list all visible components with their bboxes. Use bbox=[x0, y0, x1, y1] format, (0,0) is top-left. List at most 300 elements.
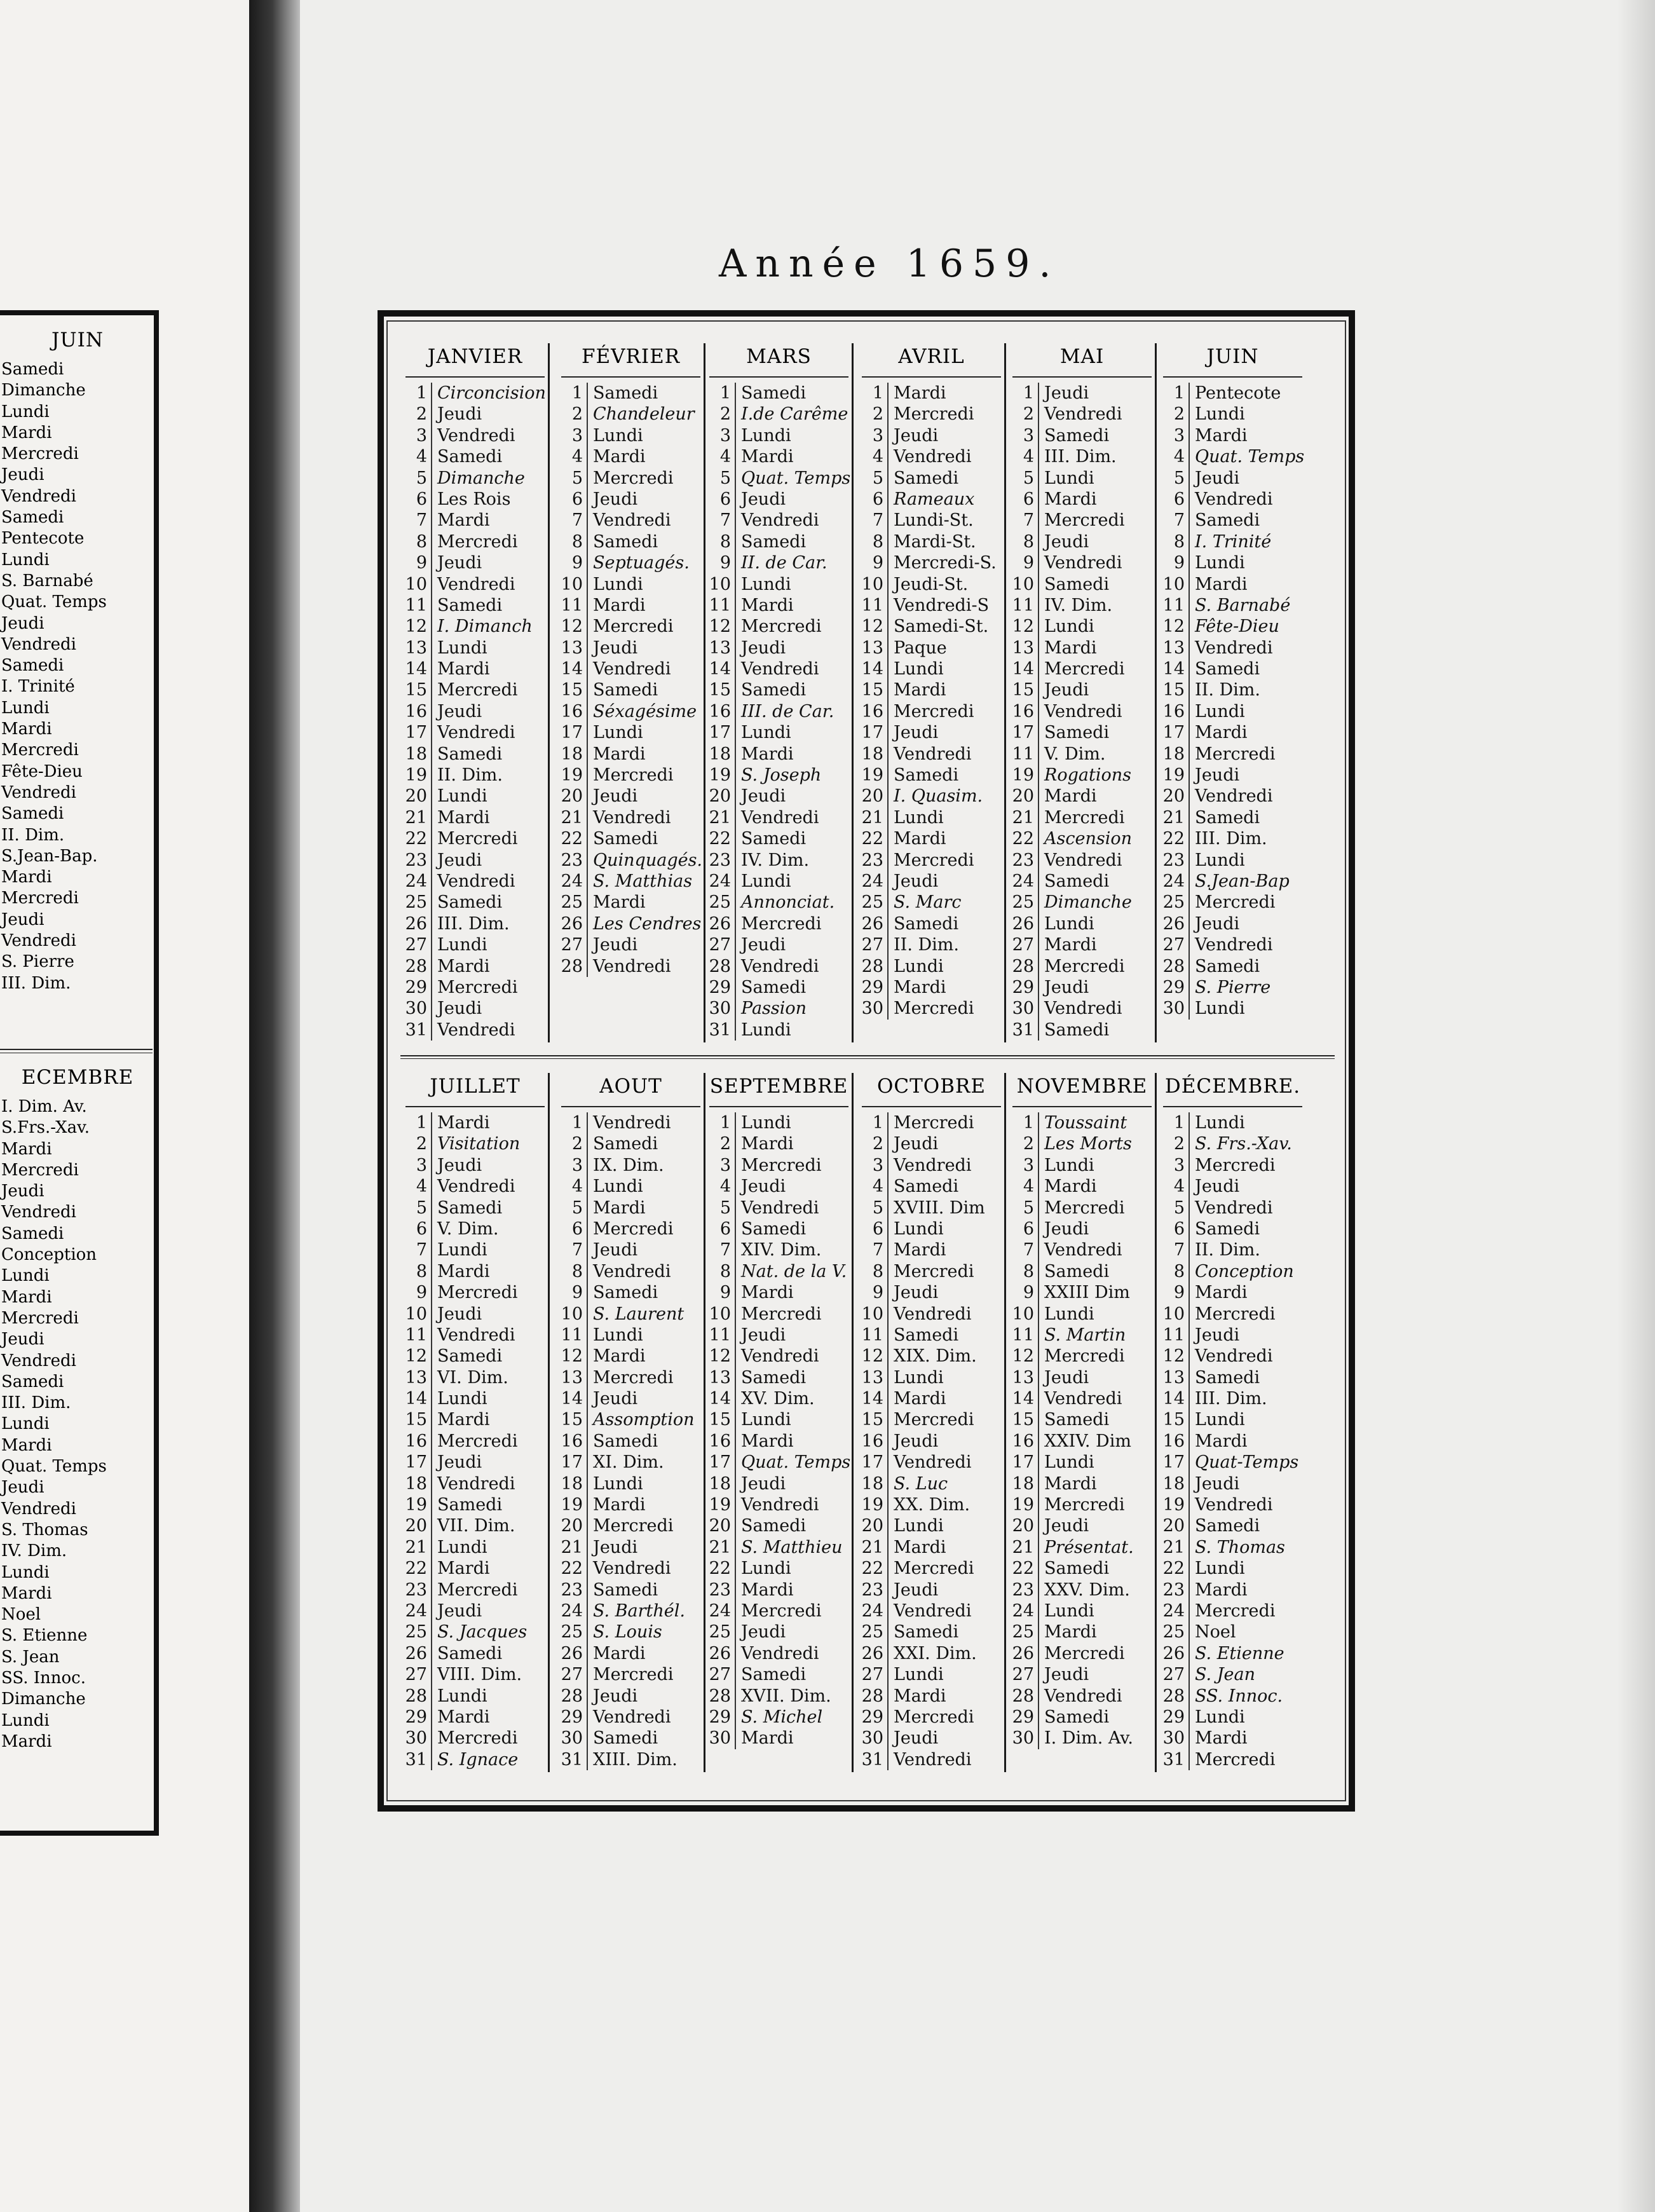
day-name: Séxagésime bbox=[587, 701, 705, 722]
day-name: Jeudi bbox=[1188, 1473, 1307, 1494]
month-column bbox=[556, 337, 705, 1042]
day-row bbox=[704, 1537, 854, 1558]
day-row bbox=[400, 616, 550, 637]
day-name: Lundi bbox=[735, 1020, 854, 1041]
day-number: 29 bbox=[709, 977, 731, 997]
day-row bbox=[1007, 913, 1157, 934]
day-row bbox=[400, 1133, 550, 1154]
day-number: 2 bbox=[872, 404, 883, 425]
day-row bbox=[704, 850, 854, 871]
day-name: Lundi-St. bbox=[887, 510, 1006, 531]
day-number: 26 bbox=[561, 913, 583, 934]
day-number: 13 bbox=[709, 638, 731, 658]
day-row bbox=[704, 1431, 854, 1452]
day-name: Quat. Temps bbox=[1188, 446, 1307, 467]
day-number: 1 bbox=[571, 1113, 583, 1133]
day-row bbox=[704, 574, 854, 595]
day-number: 17 bbox=[1162, 723, 1185, 743]
day-name: Présentat. bbox=[1038, 1537, 1157, 1558]
day-row bbox=[704, 404, 854, 425]
day-number: 3 bbox=[719, 425, 731, 446]
day-row bbox=[1158, 1346, 1307, 1367]
day-row bbox=[556, 1558, 705, 1579]
day-number: 12 bbox=[561, 1346, 583, 1367]
day-row bbox=[857, 638, 1006, 659]
day-name: Vendredi bbox=[1188, 1346, 1307, 1367]
day-number: 23 bbox=[1162, 850, 1185, 870]
day-number: 21 bbox=[1012, 1537, 1034, 1557]
day-name: Vendredi bbox=[735, 659, 854, 679]
column-rule bbox=[1004, 1073, 1006, 1772]
day-name: S. Laurent bbox=[587, 1304, 705, 1325]
day-row bbox=[1158, 1558, 1307, 1579]
day-row bbox=[704, 913, 854, 934]
day-name: S. Pierre bbox=[1188, 977, 1307, 998]
day-row bbox=[556, 1643, 705, 1664]
day-number: 24 bbox=[561, 1601, 583, 1621]
day-number: 17 bbox=[1162, 1452, 1185, 1473]
day-row bbox=[1158, 425, 1307, 446]
day-name: Samedi bbox=[735, 383, 854, 404]
day-number: 6 bbox=[416, 489, 427, 509]
day-name: Mercredi bbox=[587, 468, 705, 489]
day-name: Mardi bbox=[431, 659, 550, 679]
day-number: 31 bbox=[405, 1749, 427, 1770]
day-number: 29 bbox=[1162, 977, 1185, 997]
day-name: Mercredi bbox=[1038, 659, 1157, 679]
day-number: 31 bbox=[405, 1020, 427, 1040]
column-rule bbox=[852, 1073, 854, 1772]
day-name: Mardi bbox=[587, 744, 705, 765]
day-number: 27 bbox=[1012, 935, 1034, 955]
day-number: 15 bbox=[405, 680, 427, 700]
day-row bbox=[556, 1749, 705, 1770]
day-row bbox=[1158, 1261, 1307, 1282]
day-number: 4 bbox=[872, 1177, 883, 1197]
half-year-separator bbox=[400, 1055, 1335, 1059]
day-name: Vendredi bbox=[587, 1558, 705, 1579]
day-name: Mercredi bbox=[1188, 892, 1307, 913]
day-number: 18 bbox=[561, 744, 583, 764]
day-number: 11 bbox=[709, 1325, 731, 1345]
day-name: Vendredi bbox=[431, 1473, 550, 1494]
day-number: 16 bbox=[561, 1431, 583, 1451]
month-column bbox=[1007, 337, 1157, 1042]
day-name: Conception bbox=[1188, 1261, 1307, 1282]
previous-page-day: Mardi bbox=[1, 423, 52, 442]
day-name: Mercredi bbox=[431, 1431, 550, 1452]
previous-page-day: I. Dim. Av. bbox=[1, 1097, 87, 1116]
day-name: Lundi bbox=[887, 1367, 1006, 1388]
day-row bbox=[1007, 1601, 1157, 1621]
day-name: Vendredi bbox=[1038, 701, 1157, 722]
day-row bbox=[1007, 531, 1157, 552]
day-name: XV. Dim. bbox=[735, 1388, 854, 1409]
day-list bbox=[1007, 383, 1157, 1041]
day-name: S. Marc bbox=[887, 892, 1006, 913]
day-row bbox=[857, 1473, 1006, 1494]
day-number: 29 bbox=[861, 977, 883, 997]
day-row bbox=[400, 489, 550, 510]
day-name: Vendredi bbox=[431, 722, 550, 743]
day-number: 1 bbox=[416, 383, 427, 403]
day-number: 19 bbox=[561, 765, 583, 786]
previous-page-day: S. Barnabé bbox=[1, 571, 93, 591]
day-row bbox=[857, 807, 1006, 828]
day-row bbox=[400, 1707, 550, 1728]
day-number: 31 bbox=[709, 1020, 731, 1040]
day-number: 8 bbox=[1173, 1261, 1185, 1281]
day-number: 28 bbox=[405, 956, 427, 976]
previous-page-day: Quat. Temps bbox=[1, 1457, 107, 1477]
day-name: Les Cendres bbox=[587, 913, 705, 934]
day-number: 27 bbox=[861, 1665, 883, 1685]
day-name: Lundi bbox=[587, 722, 705, 743]
column-rule bbox=[1155, 343, 1157, 1042]
day-row bbox=[400, 468, 550, 489]
day-row bbox=[556, 765, 705, 786]
day-name: Passion bbox=[735, 998, 854, 1019]
day-number: 13 bbox=[861, 638, 883, 658]
day-name: Paque bbox=[887, 638, 1006, 659]
previous-page-day: Jeudi bbox=[1, 465, 44, 485]
day-name: Samedi bbox=[735, 1367, 854, 1388]
day-row bbox=[704, 383, 854, 404]
day-number: 14 bbox=[561, 659, 583, 679]
day-name: II. Dim. bbox=[431, 765, 550, 786]
day-row bbox=[1158, 383, 1307, 404]
previous-page-day: Dimanche bbox=[1, 1690, 86, 1709]
day-row bbox=[1007, 510, 1157, 531]
day-row bbox=[1158, 1219, 1307, 1239]
day-row bbox=[704, 956, 854, 977]
day-name: Jeudi bbox=[1038, 383, 1157, 404]
day-row bbox=[1007, 404, 1157, 425]
month-column bbox=[704, 1067, 854, 1772]
day-number: 7 bbox=[1173, 510, 1185, 531]
day-row bbox=[400, 1239, 550, 1260]
page-edge-shadow bbox=[1617, 0, 1655, 2212]
previous-page-day: S.Jean-Bap. bbox=[1, 846, 98, 866]
day-row bbox=[857, 977, 1006, 998]
day-row bbox=[556, 679, 705, 700]
day-name: IX. Dim. bbox=[587, 1155, 705, 1176]
day-name: S. Jean bbox=[1188, 1664, 1307, 1685]
day-number: 13 bbox=[405, 1367, 427, 1388]
day-number: 10 bbox=[709, 1304, 731, 1324]
day-number: 9 bbox=[719, 553, 731, 573]
day-number: 22 bbox=[405, 1559, 427, 1579]
month-column bbox=[1007, 1067, 1157, 1772]
day-name: Dimanche bbox=[431, 468, 550, 489]
day-number: 21 bbox=[1162, 1537, 1185, 1557]
day-number: 22 bbox=[1012, 829, 1034, 849]
day-name: S. Jacques bbox=[431, 1621, 550, 1642]
day-name: Samedi bbox=[587, 1133, 705, 1154]
day-row bbox=[400, 1388, 550, 1409]
day-row bbox=[1007, 701, 1157, 722]
day-number: 1 bbox=[719, 383, 731, 403]
day-name: Mercredi bbox=[1038, 956, 1157, 977]
day-row bbox=[400, 1367, 550, 1388]
day-name: Vendredi bbox=[1038, 850, 1157, 871]
day-row bbox=[1007, 786, 1157, 807]
day-row bbox=[1007, 1133, 1157, 1154]
day-name: Assomption bbox=[587, 1409, 705, 1430]
day-row bbox=[1158, 1537, 1307, 1558]
day-name: Vendredi bbox=[1038, 552, 1157, 573]
day-row bbox=[400, 786, 550, 807]
day-number: 9 bbox=[1023, 1283, 1034, 1303]
day-number: 1 bbox=[719, 1113, 731, 1133]
day-name: Mardi bbox=[431, 956, 550, 977]
day-name: Lundi bbox=[431, 1686, 550, 1707]
day-number: 15 bbox=[861, 1410, 883, 1430]
day-name: Jeudi bbox=[887, 722, 1006, 743]
day-number: 24 bbox=[1162, 1601, 1185, 1621]
day-row bbox=[400, 850, 550, 871]
previous-page-day: Vendredi bbox=[1, 1351, 76, 1370]
day-name: Vendredi bbox=[1188, 638, 1307, 659]
day-name: Samedi bbox=[1038, 574, 1157, 595]
day-name: S. Matthieu bbox=[735, 1537, 854, 1558]
day-row bbox=[1158, 1282, 1307, 1303]
day-number: 23 bbox=[1162, 1580, 1185, 1600]
day-row bbox=[556, 1112, 705, 1133]
day-name: Vendredi bbox=[1188, 934, 1307, 955]
day-name: Mardi bbox=[735, 1728, 854, 1749]
day-number: 30 bbox=[1012, 999, 1034, 1019]
day-row bbox=[400, 1494, 550, 1515]
previous-page-day: S. Jean bbox=[1, 1647, 60, 1667]
day-name: III. de Car. bbox=[735, 701, 854, 722]
day-name: Mercredi bbox=[1038, 1494, 1157, 1515]
day-row bbox=[1007, 765, 1157, 786]
day-number: 24 bbox=[709, 1601, 731, 1621]
day-number: 17 bbox=[561, 723, 583, 743]
day-number: 3 bbox=[1023, 425, 1034, 446]
day-list bbox=[556, 1112, 705, 1770]
day-number: 13 bbox=[1012, 1367, 1034, 1388]
day-name: Mardi bbox=[587, 892, 705, 913]
day-name: Mardi bbox=[1188, 574, 1307, 595]
previous-page-day: Vendredi bbox=[1, 782, 76, 802]
day-name: Jeudi bbox=[887, 1580, 1006, 1601]
day-name: Vendredi bbox=[587, 1707, 705, 1728]
day-number: 3 bbox=[416, 1155, 427, 1175]
day-number: 6 bbox=[719, 489, 731, 509]
day-number: 5 bbox=[1023, 468, 1034, 488]
day-name: Chandeleur bbox=[587, 404, 705, 425]
day-list bbox=[857, 1112, 1006, 1770]
day-name: Jeudi bbox=[587, 1239, 705, 1260]
day-row bbox=[704, 552, 854, 573]
day-number: 10 bbox=[861, 574, 883, 594]
day-name: Mercredi bbox=[431, 828, 550, 849]
day-number: 13 bbox=[561, 638, 583, 658]
day-number: 15 bbox=[405, 1410, 427, 1430]
day-name: Vendredi bbox=[431, 574, 550, 595]
day-name: Fête-Dieu bbox=[1188, 616, 1307, 637]
day-name: Vendredi bbox=[887, 1601, 1006, 1621]
previous-page-day: Jeudi bbox=[1, 1182, 44, 1201]
day-number: 20 bbox=[709, 786, 731, 807]
month-header: AOUT bbox=[561, 1067, 700, 1107]
day-name: Mardi bbox=[1038, 489, 1157, 510]
day-number: 20 bbox=[405, 786, 427, 807]
day-number: 8 bbox=[1173, 531, 1185, 552]
day-number: 21 bbox=[709, 1537, 731, 1557]
day-row bbox=[857, 1580, 1006, 1601]
day-number: 6 bbox=[872, 489, 883, 509]
day-number: 26 bbox=[1162, 913, 1185, 934]
day-row bbox=[704, 616, 854, 637]
day-name: SS. Innoc. bbox=[1188, 1686, 1307, 1707]
day-row bbox=[556, 1346, 705, 1367]
day-number: 15 bbox=[709, 680, 731, 700]
day-name: I. Trinité bbox=[1188, 531, 1307, 552]
day-name: Lundi bbox=[1038, 1155, 1157, 1176]
day-row bbox=[556, 807, 705, 828]
day-name: Les Rois bbox=[431, 489, 550, 510]
day-row bbox=[556, 1728, 705, 1749]
day-row bbox=[857, 574, 1006, 595]
day-row bbox=[857, 765, 1006, 786]
day-name: S. Ignace bbox=[431, 1749, 550, 1770]
day-number: 18 bbox=[1012, 1473, 1034, 1494]
day-row bbox=[1158, 1133, 1307, 1154]
day-name: Jeudi bbox=[431, 1601, 550, 1621]
previous-page-day: Quat. Temps bbox=[1, 592, 107, 612]
day-row bbox=[400, 892, 550, 913]
previous-page-day: Samedi bbox=[1, 1372, 64, 1391]
day-name: Mardi-St. bbox=[887, 531, 1006, 552]
previous-page-day: Samedi bbox=[1, 656, 64, 676]
day-number: 21 bbox=[861, 807, 883, 828]
day-name: Mercredi bbox=[887, 1558, 1006, 1579]
day-row bbox=[400, 998, 550, 1019]
day-number: 5 bbox=[1173, 468, 1185, 488]
day-list bbox=[704, 383, 854, 1041]
day-row bbox=[1007, 998, 1157, 1019]
day-row bbox=[704, 1388, 854, 1409]
day-name: Vendredi bbox=[431, 425, 550, 446]
day-row bbox=[400, 828, 550, 849]
day-number: 26 bbox=[405, 1643, 427, 1663]
day-name: Samedi bbox=[887, 1621, 1006, 1642]
day-row bbox=[1158, 1452, 1307, 1473]
day-number: 25 bbox=[861, 892, 883, 913]
day-row bbox=[704, 1155, 854, 1176]
day-number: 23 bbox=[561, 1580, 583, 1600]
previous-page-day: Jeudi bbox=[1, 910, 44, 929]
day-number: 23 bbox=[405, 1580, 427, 1600]
day-number: 14 bbox=[1012, 659, 1034, 679]
day-row bbox=[400, 744, 550, 765]
day-name: Mardi bbox=[735, 1282, 854, 1303]
day-row bbox=[400, 1749, 550, 1770]
day-number: 21 bbox=[561, 807, 583, 828]
day-number: 4 bbox=[571, 447, 583, 467]
day-number: 2 bbox=[416, 404, 427, 425]
day-number: 29 bbox=[1012, 977, 1034, 997]
day-row bbox=[556, 1707, 705, 1728]
day-name: II. Dim. bbox=[1188, 679, 1307, 700]
day-number: 26 bbox=[561, 1643, 583, 1663]
day-row bbox=[400, 425, 550, 446]
day-number: 10 bbox=[861, 1304, 883, 1324]
day-row bbox=[1007, 468, 1157, 489]
day-row bbox=[1007, 892, 1157, 913]
day-row bbox=[1007, 744, 1157, 765]
day-name: Jeudi bbox=[431, 998, 550, 1019]
day-number: 4 bbox=[416, 1177, 427, 1197]
day-row bbox=[1158, 1325, 1307, 1346]
day-row bbox=[857, 934, 1006, 955]
day-number: 11 bbox=[561, 1325, 583, 1345]
day-number: 18 bbox=[709, 1473, 731, 1494]
day-name: Mardi bbox=[1188, 1431, 1307, 1452]
day-number: 21 bbox=[1162, 807, 1185, 828]
day-row bbox=[857, 1282, 1006, 1303]
day-row bbox=[1158, 468, 1307, 489]
day-row bbox=[857, 1325, 1006, 1346]
day-row bbox=[556, 446, 705, 467]
day-number: 9 bbox=[1173, 1283, 1185, 1303]
day-name: Mardi bbox=[431, 510, 550, 531]
day-name: Mardi bbox=[431, 1261, 550, 1282]
previous-page-day: Jeudi bbox=[1, 1330, 44, 1349]
day-name: Vendredi bbox=[735, 1198, 854, 1219]
day-name: Jeudi bbox=[1188, 913, 1307, 934]
day-name: Samedi bbox=[1038, 1707, 1157, 1728]
day-row bbox=[1007, 446, 1157, 467]
day-number: 4 bbox=[1173, 1177, 1185, 1197]
day-number: 17 bbox=[709, 723, 731, 743]
day-list bbox=[400, 383, 550, 1041]
day-name: S. Luc bbox=[887, 1473, 1006, 1494]
day-row bbox=[400, 1473, 550, 1494]
day-row bbox=[400, 807, 550, 828]
day-name: Mardi bbox=[735, 446, 854, 467]
day-name: Vendredi bbox=[1038, 1239, 1157, 1260]
day-row bbox=[1158, 998, 1307, 1019]
day-number: 28 bbox=[1162, 956, 1185, 976]
day-name: Mercredi bbox=[587, 616, 705, 637]
day-number: 7 bbox=[1023, 510, 1034, 531]
day-row bbox=[704, 531, 854, 552]
day-row bbox=[556, 1176, 705, 1197]
day-number: 16 bbox=[709, 701, 731, 721]
day-number: 4 bbox=[416, 447, 427, 467]
day-name: Mercredi bbox=[587, 1219, 705, 1239]
day-number: 4 bbox=[719, 447, 731, 467]
day-name: Samedi bbox=[1038, 1020, 1157, 1041]
day-number: 5 bbox=[1173, 1198, 1185, 1218]
day-name: Mardi bbox=[1038, 786, 1157, 807]
day-name: S.Jean-Bap bbox=[1188, 871, 1307, 892]
day-row bbox=[400, 722, 550, 743]
day-name: II. Dim. bbox=[1188, 1239, 1307, 1260]
day-number: 27 bbox=[709, 935, 731, 955]
day-number: 20 bbox=[1162, 1516, 1185, 1536]
month-column bbox=[1158, 337, 1307, 1042]
day-name: Vendredi bbox=[587, 1261, 705, 1282]
day-number: 19 bbox=[405, 1495, 427, 1515]
day-name: II. de Car. bbox=[735, 552, 854, 573]
day-row bbox=[556, 638, 705, 659]
day-name: Lundi bbox=[735, 574, 854, 595]
